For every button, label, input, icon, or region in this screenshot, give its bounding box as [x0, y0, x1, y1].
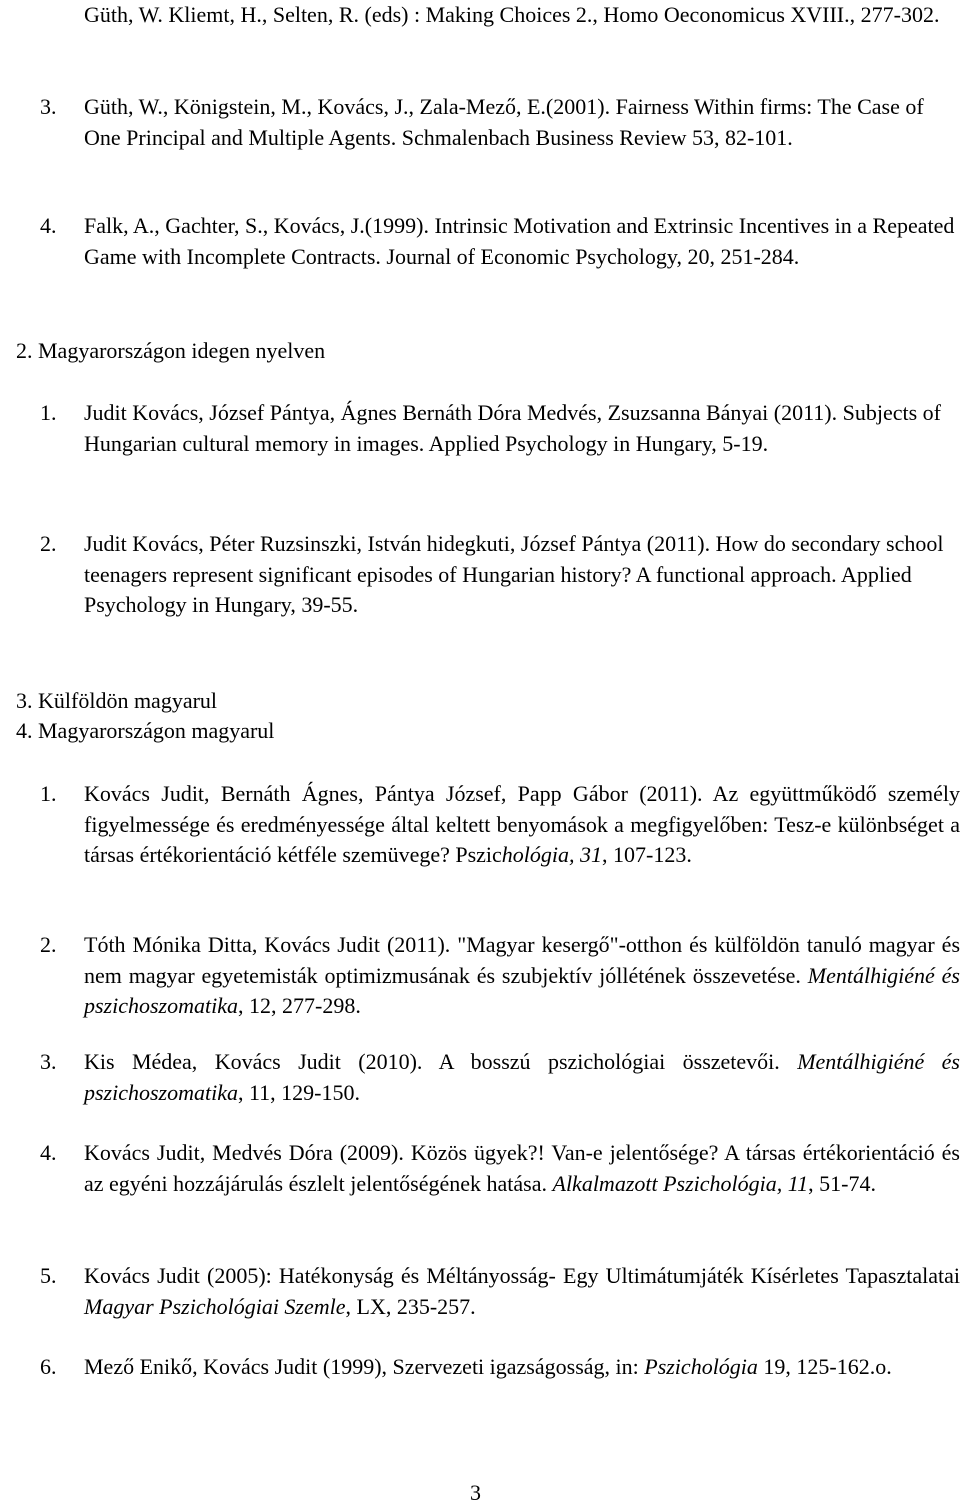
reference-pages: 19, 125-162.o. — [757, 1354, 892, 1379]
reference-text: Güth, W., Königstein, M., Kovács, J., Zala-Mező, E.(2001). Fairness Within firms: The Case of One Principal and Multiple Agents. Schmalenbach Business Review 53, 82-101. — [84, 94, 924, 150]
reference-number: 4. — [40, 1140, 57, 1165]
reference-pages: , 51-74. — [808, 1170, 876, 1196]
page-number: 3 — [470, 1480, 481, 1505]
reference-number: 2. — [40, 531, 57, 556]
reference-body: Kovács Judit, Bernáth Ágnes, Pántya József, Papp Gábor (2011). Az együttműködő személy figyelmessége és eredményessége által keltett benyomások a megfigyelőben: Tesz-e különbséget a társas értékorientáció kétféle szemüvege? Pszic — [84, 781, 960, 867]
reference-source: Magyar Pszichológiai Szemle — [84, 1293, 346, 1319]
reference-continuation: Güth, W. Kliemt, H., Selten, R. (eds) : Making Choices 2., Homo Oeconomicus XVIII., 277-302. — [84, 2, 940, 27]
reference-source: hológia, 31 — [501, 842, 603, 867]
reference-pages: , LX, 235-257. — [345, 1293, 476, 1319]
section-heading: 4. Magyarországon magyarul — [16, 718, 275, 743]
reference-number: 4. — [40, 213, 57, 238]
reference-text — [84, 1352, 960, 1383]
reference-text — [84, 779, 960, 871]
reference-source: Mentálhigiéné és pszichoszomatika — [84, 1049, 960, 1105]
reference-source: Pszichológia — [644, 1354, 758, 1379]
reference-pages: , 12, 277-298. — [238, 993, 361, 1018]
reference-source: Alkalmazott Pszichológia, 11 — [552, 1170, 809, 1196]
section-heading: 3. Külföldön magyarul — [16, 688, 218, 713]
reference-text — [84, 1047, 960, 1108]
reference-number: 5. — [40, 1263, 57, 1288]
reference-source: Mentálhigiéné és pszichoszomatika — [84, 962, 960, 1018]
reference-body: Kovács Judit, Medvés Dóra (2009). Közös ügyek?! Van-e jelentősége? A társas értékorientáció és az egyéni hozzájárulás észlelt jelentőségének hatása. — [84, 1140, 960, 1196]
reference-number: 3. — [40, 94, 57, 119]
reference-body: Mező Enikő, Kovács Judit (1999), Szervezeti igazságosság, in: — [84, 1354, 645, 1379]
reference-body: Kis Médea, Kovács Judit (2010). A bosszú pszichológiai összetevői. — [84, 1049, 798, 1074]
reference-number: 1. — [40, 781, 57, 806]
section-heading: 2. Magyarországon idegen nyelven — [16, 338, 326, 363]
reference-text — [84, 1138, 960, 1199]
reference-text — [84, 1261, 960, 1322]
reference-number: 2. — [40, 932, 57, 957]
reference-number: 6. — [40, 1354, 57, 1379]
reference-body: Kovács Judit (2005): Hatékonyság és Méltányosság- Egy Ultimátumjáték Kísérletes Tapasztalatai — [84, 1263, 960, 1288]
reference-number: 3. — [40, 1049, 57, 1074]
reference-body: Tóth Mónika Ditta, Kovács Judit (2011). "Magyar kesergő"-otthon és külföldön tanuló magyar és nem magyar egyetemisták optimizmusának és szubjektív jóllétének összevetése. — [84, 932, 960, 988]
reference-text: Falk, A., Gachter, S., Kovács, J.(1999). Intrinsic Motivation and Extrinsic Incentives in a Repeated Game with Incomplete Contracts. Journal of Economic Psychology, 20, 251-284. — [84, 213, 955, 269]
reference-pages: , 11, 129-150. — [238, 1079, 361, 1105]
reference-text — [84, 930, 960, 1022]
reference-number: 1. — [40, 400, 57, 425]
reference-pages: , 107-123. — [602, 842, 692, 867]
reference-text: Judit Kovács, József Pántya, Ágnes Bernáth Dóra Medvés, Zsuzsanna Bányai (2011). Subjects of Hungarian cultural memory in images. Applied Psychology in Hungary, 5-19. — [84, 400, 941, 456]
reference-text: Judit Kovács, Péter Ruzsinszki, István hidegkuti, József Pántya (2011). How do secondary school teenagers represent significant episodes of Hungarian history? A functional approach. Applied Psychology in Hungary, 39-55. — [84, 531, 944, 617]
